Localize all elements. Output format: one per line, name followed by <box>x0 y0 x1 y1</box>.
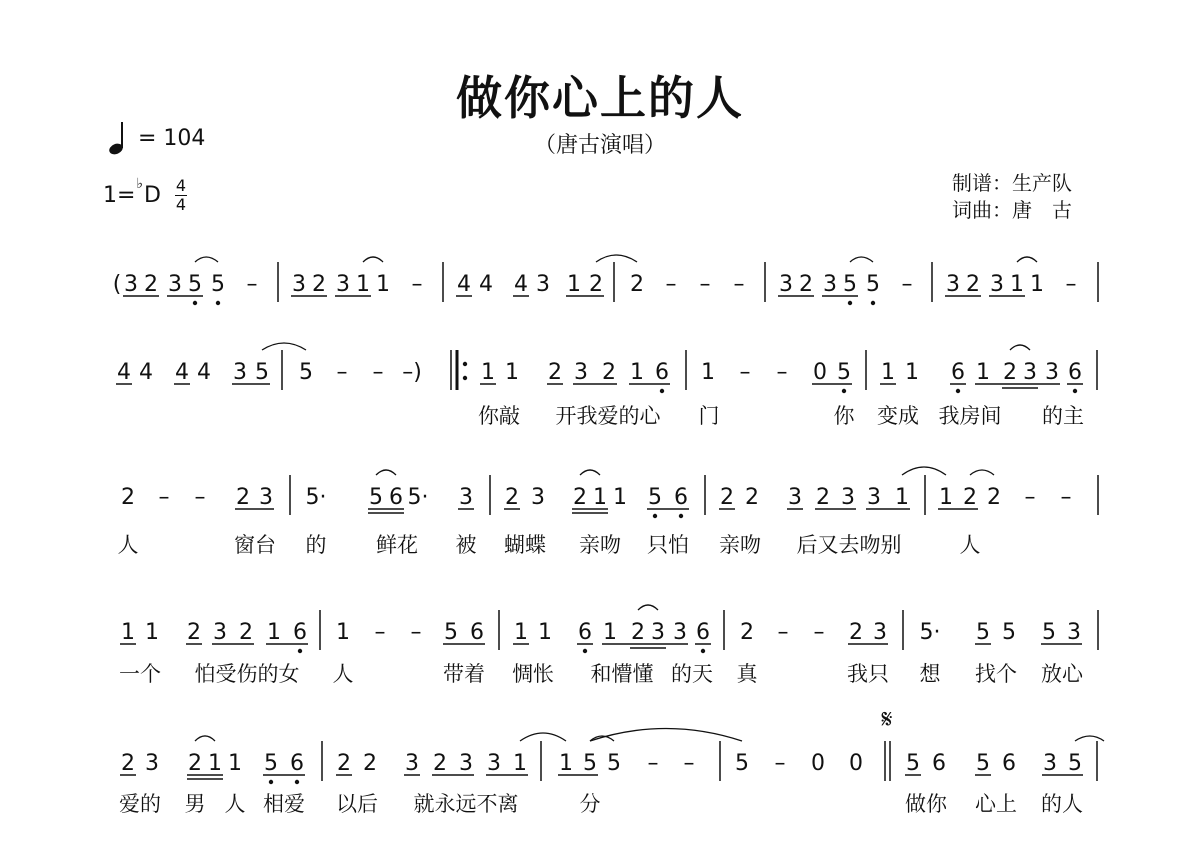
svg-text:5: 5 <box>1002 620 1016 645</box>
svg-text:的主: 的主 <box>1042 404 1084 428</box>
svg-text:想: 想 <box>919 662 941 686</box>
svg-text:5·: 5· <box>305 485 327 510</box>
svg-text:3: 3 <box>788 485 802 510</box>
svg-text:带着: 带着 <box>443 662 485 686</box>
svg-text:2: 2 <box>602 360 616 385</box>
segno-icon: 𝄋 <box>881 705 893 735</box>
svg-text:2: 2 <box>312 272 326 297</box>
svg-text:6: 6 <box>696 620 710 645</box>
svg-text:–: – <box>411 272 423 297</box>
svg-text:2: 2 <box>121 485 135 510</box>
svg-text:6: 6 <box>1002 751 1016 776</box>
svg-text:3: 3 <box>1043 751 1057 776</box>
svg-text:1: 1 <box>895 485 909 510</box>
svg-text:3: 3 <box>873 620 887 645</box>
svg-text:3: 3 <box>779 272 793 297</box>
svg-text:只怕: 只怕 <box>647 533 689 557</box>
svg-text:6: 6 <box>932 751 946 776</box>
score-line-3 <box>121 467 1098 518</box>
svg-text:2: 2 <box>433 751 447 776</box>
svg-text:1: 1 <box>514 620 528 645</box>
flat-icon: ♭ <box>136 175 144 192</box>
svg-text:–: – <box>336 360 348 385</box>
svg-text:惆怅: 惆怅 <box>512 662 554 686</box>
svg-text:1: 1 <box>356 272 370 297</box>
svg-text:3: 3 <box>990 272 1004 297</box>
lyrics-line-3 <box>118 533 981 557</box>
lyrics-line-4 <box>119 662 1084 686</box>
svg-text:以后: 以后 <box>336 792 378 816</box>
svg-text:1: 1 <box>559 751 573 776</box>
svg-text:心上: 心上 <box>975 792 1017 816</box>
svg-text:3: 3 <box>145 751 159 776</box>
svg-text:2: 2 <box>236 485 250 510</box>
svg-text:2: 2 <box>573 485 587 510</box>
svg-text:6: 6 <box>1068 360 1082 385</box>
svg-text:5: 5 <box>843 272 857 297</box>
svg-text:6: 6 <box>470 620 484 645</box>
svg-text:5: 5 <box>369 485 383 510</box>
svg-text:5: 5 <box>211 272 225 297</box>
svg-text:2: 2 <box>745 485 759 510</box>
svg-text:3: 3 <box>168 272 182 297</box>
composer-credit: 词曲：唐 古 <box>952 198 1072 222</box>
svg-text:4: 4 <box>197 360 211 385</box>
svg-text:做你: 做你 <box>905 792 947 816</box>
svg-text:2: 2 <box>799 272 813 297</box>
svg-text:人: 人 <box>959 533 981 557</box>
key-prefix: 1= <box>103 183 136 208</box>
svg-text:1: 1 <box>121 620 135 645</box>
svg-text:的天: 的天 <box>671 662 713 686</box>
svg-text:3: 3 <box>459 751 473 776</box>
svg-text:3: 3 <box>574 360 588 385</box>
svg-text:–: – <box>665 272 677 297</box>
tempo-value: = 104 <box>138 125 206 151</box>
svg-text:3: 3 <box>292 272 306 297</box>
svg-text:–: – <box>647 751 659 776</box>
svg-text:–: – <box>158 485 170 510</box>
svg-text:怕受伤的女: 怕受伤的女 <box>194 662 300 686</box>
page-title: 做你心上的人 <box>456 71 744 125</box>
svg-text:1: 1 <box>567 272 581 297</box>
svg-text:3: 3 <box>867 485 881 510</box>
svg-text:2: 2 <box>630 272 644 297</box>
svg-text:2: 2 <box>363 751 377 776</box>
svg-text:5: 5 <box>976 751 990 776</box>
svg-text:1: 1 <box>630 360 644 385</box>
svg-text:4: 4 <box>479 272 493 297</box>
svg-text:1: 1 <box>881 360 895 385</box>
svg-text:2: 2 <box>144 272 158 297</box>
svg-text:5: 5 <box>583 751 597 776</box>
svg-text:变成: 变成 <box>877 404 919 428</box>
svg-text:5: 5 <box>188 272 202 297</box>
svg-text:男: 男 <box>184 792 206 816</box>
svg-text:3: 3 <box>673 620 687 645</box>
svg-text:1: 1 <box>905 360 919 385</box>
svg-text:放心: 放心 <box>1041 662 1083 686</box>
svg-text:–: – <box>683 751 695 776</box>
svg-text:5: 5 <box>264 751 278 776</box>
svg-text:0: 0 <box>849 751 863 776</box>
svg-text:5: 5 <box>648 485 662 510</box>
score-line-4 <box>120 605 1098 653</box>
svg-text:5: 5 <box>837 360 851 385</box>
svg-text:5: 5 <box>906 751 920 776</box>
svg-text:2: 2 <box>121 751 135 776</box>
svg-text:1: 1 <box>505 360 519 385</box>
svg-text:3: 3 <box>1045 360 1059 385</box>
svg-text:5: 5 <box>1042 620 1056 645</box>
svg-text:6: 6 <box>951 360 965 385</box>
svg-text:–: – <box>246 272 258 297</box>
svg-text:2: 2 <box>589 272 603 297</box>
svg-text:3: 3 <box>531 485 545 510</box>
svg-text:3: 3 <box>841 485 855 510</box>
svg-text:4: 4 <box>139 360 153 385</box>
svg-text:窗台: 窗台 <box>234 533 276 557</box>
svg-text:4: 4 <box>175 360 189 385</box>
svg-text:3: 3 <box>487 751 501 776</box>
svg-text:–: – <box>410 620 422 645</box>
svg-text:1: 1 <box>593 485 607 510</box>
svg-text:1: 1 <box>481 360 495 385</box>
lyrics-line-5 <box>119 792 1083 816</box>
key-note: D <box>144 183 161 208</box>
svg-text:–): –) <box>402 360 422 385</box>
svg-text:鲜花: 鲜花 <box>376 533 418 557</box>
svg-text:5: 5 <box>444 620 458 645</box>
svg-text:–: – <box>901 272 913 297</box>
svg-text:2: 2 <box>720 485 734 510</box>
svg-text:1: 1 <box>376 272 390 297</box>
svg-text:6: 6 <box>293 620 307 645</box>
svg-text:3: 3 <box>336 272 350 297</box>
svg-text:–: – <box>774 751 786 776</box>
svg-text:1: 1 <box>267 620 281 645</box>
svg-text:1: 1 <box>976 360 990 385</box>
svg-text:1: 1 <box>208 751 222 776</box>
svg-text:6: 6 <box>290 751 304 776</box>
svg-text:–: – <box>699 272 711 297</box>
svg-text:3: 3 <box>1023 360 1037 385</box>
svg-text:1: 1 <box>1030 272 1044 297</box>
svg-text:找个: 找个 <box>975 662 1017 686</box>
svg-text:1: 1 <box>1010 272 1024 297</box>
svg-text:5: 5 <box>976 620 990 645</box>
svg-text:1: 1 <box>538 620 552 645</box>
time-signature-bottom: 4 <box>175 195 187 214</box>
svg-text:5: 5 <box>735 751 749 776</box>
svg-text:4: 4 <box>457 272 471 297</box>
svg-text:5: 5 <box>299 360 313 385</box>
svg-text:5: 5 <box>1068 751 1082 776</box>
svg-text:2: 2 <box>548 360 562 385</box>
svg-text:–: – <box>813 620 825 645</box>
svg-text:5·: 5· <box>919 620 941 645</box>
svg-text:2: 2 <box>966 272 980 297</box>
svg-text:–: – <box>1060 485 1072 510</box>
svg-text:2: 2 <box>188 751 202 776</box>
svg-text:人: 人 <box>332 662 354 686</box>
svg-text:人: 人 <box>224 792 246 816</box>
svg-text:我房间: 我房间 <box>938 404 1002 428</box>
svg-text:–: – <box>1065 272 1077 297</box>
svg-text:1: 1 <box>145 620 159 645</box>
svg-text:蝴蝶: 蝴蝶 <box>504 533 546 557</box>
svg-text:1: 1 <box>513 751 527 776</box>
svg-text:–: – <box>739 360 751 385</box>
svg-text:相爱: 相爱 <box>263 792 305 816</box>
svg-text:就永远不离: 就永远不离 <box>413 792 519 816</box>
svg-text:2: 2 <box>505 485 519 510</box>
intro-open-paren: ( <box>112 272 122 297</box>
svg-text:–: – <box>372 360 384 385</box>
svg-text:0: 0 <box>813 360 827 385</box>
svg-text:3: 3 <box>946 272 960 297</box>
svg-text:真: 真 <box>736 662 758 686</box>
svg-text:5·: 5· <box>407 485 429 510</box>
svg-text:4: 4 <box>117 360 131 385</box>
lyrics-line-2 <box>478 404 1084 428</box>
svg-text:2: 2 <box>337 751 351 776</box>
svg-text:1: 1 <box>701 360 715 385</box>
score-line-1 <box>113 255 1098 305</box>
svg-text:亲吻: 亲吻 <box>579 533 621 557</box>
svg-text:的人: 的人 <box>1041 792 1083 816</box>
svg-text:开我爱的心: 开我爱的心 <box>555 404 661 428</box>
svg-text:1: 1 <box>228 751 242 776</box>
svg-text:分: 分 <box>579 792 601 816</box>
svg-text:2: 2 <box>816 485 830 510</box>
svg-text:2: 2 <box>631 620 645 645</box>
svg-text:的: 的 <box>305 533 327 557</box>
svg-text:2: 2 <box>963 485 977 510</box>
svg-text:我只: 我只 <box>847 662 889 686</box>
svg-text:5: 5 <box>255 360 269 385</box>
page-subtitle: （唐古演唱） <box>533 133 666 158</box>
svg-text:3: 3 <box>233 360 247 385</box>
svg-text:–: – <box>776 360 788 385</box>
svg-text:一个: 一个 <box>119 662 161 686</box>
svg-text:后又去吻别: 后又去吻别 <box>796 533 902 557</box>
svg-text:4: 4 <box>514 272 528 297</box>
svg-text:1: 1 <box>336 620 350 645</box>
svg-text:6: 6 <box>655 360 669 385</box>
score-line-2 <box>116 343 1097 393</box>
svg-text:3: 3 <box>259 485 273 510</box>
svg-text:3: 3 <box>1067 620 1081 645</box>
svg-text:3: 3 <box>823 272 837 297</box>
svg-text:–: – <box>374 620 386 645</box>
svg-text:和懵懂: 和懵懂 <box>590 662 654 686</box>
svg-text:3: 3 <box>213 620 227 645</box>
svg-text:2: 2 <box>849 620 863 645</box>
svg-text:3: 3 <box>405 751 419 776</box>
svg-text:爱的: 爱的 <box>119 792 161 816</box>
svg-text:1: 1 <box>613 485 627 510</box>
svg-text:–: – <box>777 620 789 645</box>
svg-text:6: 6 <box>674 485 688 510</box>
svg-text:–: – <box>733 272 745 297</box>
svg-text:5: 5 <box>607 751 621 776</box>
svg-text:被: 被 <box>455 533 477 557</box>
svg-text:2: 2 <box>987 485 1001 510</box>
svg-text:2: 2 <box>187 620 201 645</box>
score-line-5 <box>120 729 1104 785</box>
svg-text:3: 3 <box>651 620 665 645</box>
svg-text:3: 3 <box>536 272 550 297</box>
svg-text:你敲: 你敲 <box>478 404 520 428</box>
time-signature-top: 4 <box>175 176 187 195</box>
svg-text:2: 2 <box>1003 360 1017 385</box>
svg-text:6: 6 <box>389 485 403 510</box>
svg-text:亲吻: 亲吻 <box>719 533 761 557</box>
svg-text:1: 1 <box>939 485 953 510</box>
svg-text:2: 2 <box>740 620 754 645</box>
svg-text:1: 1 <box>603 620 617 645</box>
svg-text:3: 3 <box>459 485 473 510</box>
svg-text:–: – <box>194 485 206 510</box>
arranger-credit: 制谱：生产队 <box>952 171 1072 195</box>
svg-text:2: 2 <box>239 620 253 645</box>
svg-text:门: 门 <box>698 404 720 428</box>
svg-text:3: 3 <box>124 272 138 297</box>
svg-text:6: 6 <box>578 620 592 645</box>
svg-text:0: 0 <box>811 751 825 776</box>
svg-text:你: 你 <box>833 404 855 428</box>
svg-text:人: 人 <box>117 533 139 557</box>
svg-text:–: – <box>1024 485 1036 510</box>
svg-text:5: 5 <box>866 272 880 297</box>
